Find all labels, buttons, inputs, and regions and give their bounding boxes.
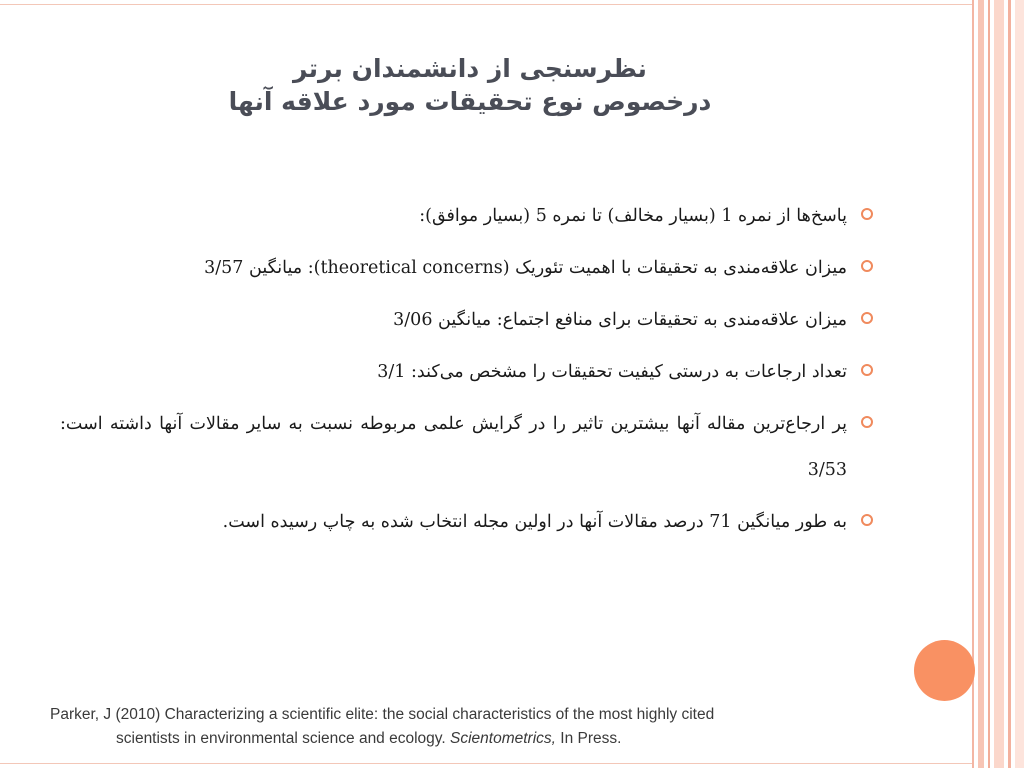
citation-line-2-prefix: scientists in environmental science and ecology.: [116, 730, 450, 747]
bullet-item: [60, 193, 875, 239]
bullet-item: [60, 499, 875, 545]
bottom-border-line: [0, 763, 972, 764]
slide-title: [100, 52, 840, 118]
bullet-text: به طور میانگین 71 درصد مقالات آنها در اولین مجله انتخاب شده به چاپ رسیده است.: [222, 512, 847, 532]
bullet-item: [60, 349, 875, 395]
bullet-text: میزان علاقه‌مندی به تحقیقات برای منافع اجتماع: میانگین 3/06: [393, 310, 847, 330]
top-border-line: [0, 4, 972, 5]
decorative-stripe: [978, 0, 984, 768]
decorative-circle: [914, 640, 975, 701]
bullet-list: [60, 193, 875, 551]
bullet-text: تعداد ارجاعات به درستی کیفیت تحقیقات را مشخص می‌کند: 3/1: [377, 362, 847, 382]
bullet-item: [60, 245, 875, 291]
citation-line-2-suffix: In Press.: [555, 730, 622, 747]
citation-line-2: [50, 727, 870, 751]
title-line-2: درخصوص نوع تحقیقات مورد علاقه آنها: [228, 87, 712, 116]
decorative-stripe: [1015, 0, 1024, 768]
decorative-stripe: [972, 0, 974, 768]
bullet-text: پر ارجاع‌ترین مقاله آنها بیشترین تاثیر را در گرایش علمی مربوطه نسبت به سایر مقالات آنها داشته است: 3/53: [60, 414, 847, 480]
decorative-stripe: [1008, 0, 1011, 768]
bullet-text: میزان علاقه‌مندی به تحقیقات با اهمیت تئوریک (theoretical concerns): میانگین 3/57: [204, 258, 847, 278]
citation-line-1: Parker, J (2010) Characterizing a scientific elite: the social characteristics of the most highly cited: [50, 706, 715, 723]
bullet-circle-icon: [861, 260, 873, 272]
title-line-1: نظرسنجی از دانشمندان برتر: [293, 54, 647, 83]
bullet-text: پاسخ‌ها از نمره 1 (بسیار مخالف) تا نمره 5 (بسیار موافق):: [419, 206, 847, 226]
bullet-circle-icon: [861, 416, 873, 428]
bullet-circle-icon: [861, 364, 873, 376]
bullet-circle-icon: [861, 208, 873, 220]
bullet-item: [60, 297, 875, 343]
bullet-circle-icon: [861, 514, 873, 526]
decorative-stripe: [994, 0, 1004, 768]
bullet-item: [60, 401, 875, 493]
citation: [50, 703, 870, 751]
bullet-circle-icon: [861, 312, 873, 324]
citation-journal: Scientometrics,: [450, 730, 556, 747]
decorative-stripe: [988, 0, 990, 768]
